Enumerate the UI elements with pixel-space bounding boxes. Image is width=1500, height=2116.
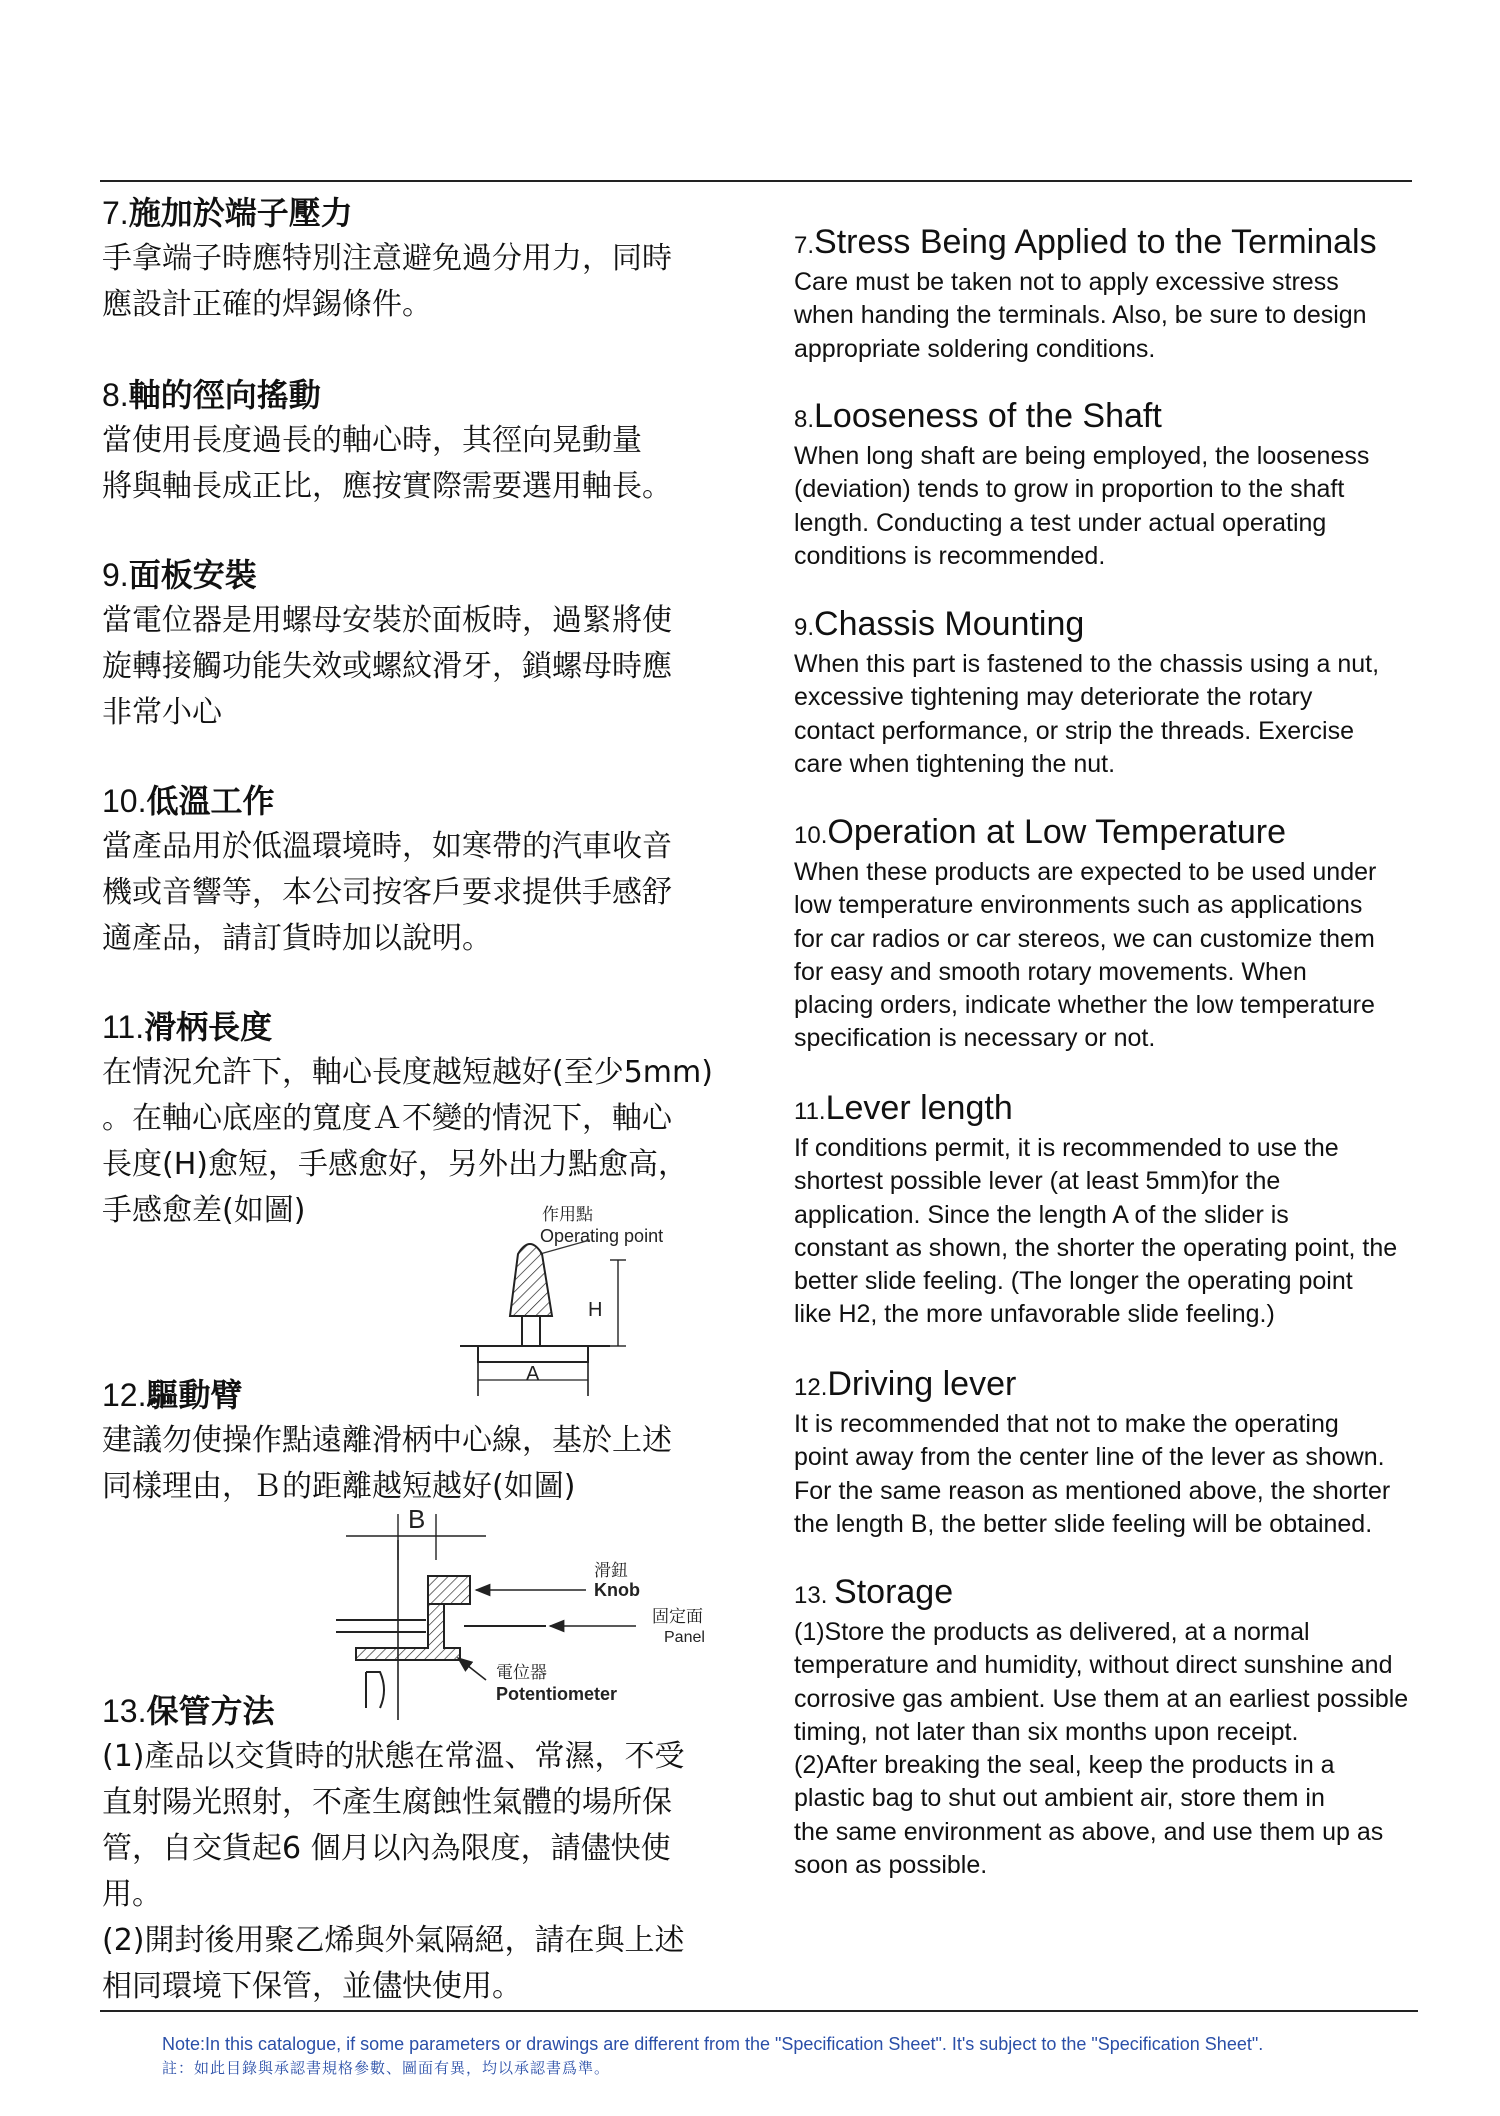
zh-section-9 xyxy=(102,552,742,736)
zh-body: 在情況允許下，軸心長度越短越好(至少5mm) 。在軸心底座的寬度Ａ不變的情況下，軸心 長度(H)愈短，手感愈好，另外出力點愈高， 手感愈差(如圖) xyxy=(102,1055,713,1228)
knob-label-zh: 滑鈕 xyxy=(594,1561,628,1581)
zh-body: 當產品用於低溫環境時，如寒帶的汽車收音 機或音響等，本公司按客戶要求提供手感舒 適產品，請訂貨時加以說明。 xyxy=(102,829,672,956)
lever-base xyxy=(478,1346,588,1362)
en-body: (1)Store the products as delivered, at a normal temperature and humidity, without direct sunshine and corrosive gas ambient. Use them at an earliest possible timing, not later than six months upon receipt. (2)After breaking the seal, keep the products in a plastic bag to shut out ambient air, store them in the same environment as above, and use them up as soon as possible. xyxy=(794,1618,1409,1880)
bottom-rule xyxy=(100,2010,1418,2012)
zh-heading: 13.保管方法 xyxy=(102,1692,275,1730)
en-body: Care must be taken not to apply excessive stress when handing the terminals. Also, be sure to design appropriate soldering conditions. xyxy=(794,268,1367,363)
footer-note-en: Note:In this catalogue, if some parameters or drawings are different from the "Specification Sheet". It's subject to the "Specification Sheet". xyxy=(162,2034,1264,2054)
pot-label-zh: 電位器 xyxy=(496,1663,547,1683)
en-section-11 xyxy=(794,1088,1484,1332)
en-body: If conditions permit, it is recommended to use the shortest possible lever (at least 5mm)for the application. Since the length A of the slider is constant as shown, the shorter the operating point, the better slide feeling. (The longer the operating point like H2, the more unfavorable slide feeling.) xyxy=(794,1134,1398,1329)
zh-heading: 11.滑柄長度 xyxy=(102,1008,273,1046)
dim-h-label: H xyxy=(588,1299,603,1321)
en-section-7 xyxy=(794,222,1484,366)
zh-heading: 9.面板安裝 xyxy=(102,556,257,594)
en-section-10 xyxy=(794,812,1484,1056)
zh-heading: 8.軸的徑向搖動 xyxy=(102,376,321,414)
zh-heading: 12.驅動臂 xyxy=(102,1376,243,1414)
footer-note-zh: 註：如此目錄與承認書規格參數、圖面有異，均以承認書爲準。 xyxy=(162,2059,611,2077)
zh-heading: 10.低溫工作 xyxy=(102,782,275,820)
en-body: It is recommended that not to make the operating point away from the center line of the lever as shown. For the same reason as mentioned above, the shorter the length B, the better slide feeling will be obtained. xyxy=(794,1410,1391,1538)
en-heading: 10.Operation at Low Temperature xyxy=(794,813,1287,851)
en-heading: 11.Lever length xyxy=(794,1089,1013,1127)
en-body: When this part is fastened to the chassis using a nut, excessive tightening may deteriorate the rotary contact performance, or strip the threads. Exercise care when tightening the nut. xyxy=(794,650,1380,778)
lever-knob xyxy=(510,1244,552,1316)
zh-section-8 xyxy=(102,372,742,510)
knob-label-en: Knob xyxy=(594,1580,640,1600)
en-heading: 7.Stress Being Applied to the Terminals xyxy=(794,223,1377,261)
en-section-12 xyxy=(794,1364,1484,1541)
zh-body: 當使用長度過長的軸心時，其徑向晃動量 將與軸長成正比，應按實際需要選用軸長。 xyxy=(102,423,672,504)
driving-lever-figure xyxy=(336,1500,716,1720)
zh-section-10 xyxy=(102,778,742,962)
lever-shaft xyxy=(522,1316,540,1346)
operating-point-label-en: Operating point xyxy=(540,1226,664,1246)
top-rule xyxy=(100,180,1412,182)
lever-length-figure xyxy=(440,1196,700,1396)
en-section-13 xyxy=(794,1572,1484,1882)
en-body: When these products are expected to be used under low temperature environments such as applications for car radios or car stereos, we can customize them for easy and smooth rotary movements. When placing orders, indicate whether the low temperature specification is necessary or not. xyxy=(794,858,1377,1053)
zh-section-7 xyxy=(102,190,742,328)
panel-label-zh: 固定面 xyxy=(652,1607,703,1627)
zh-body: 當電位器是用螺母安裝於面板時，過緊將使 旋轉接觸功能失效或螺紋滑牙，鎖螺母時應 非常小心 xyxy=(102,603,672,730)
pot-label-en: Potentiometer xyxy=(496,1684,618,1704)
footer-note xyxy=(162,2032,1263,2080)
en-section-8 xyxy=(794,396,1484,573)
en-heading: 9.Chassis Mounting xyxy=(794,605,1085,643)
zh-body: 手拿端子時應特別注意避免過分用力，同時 應設計正確的焊錫條件。 xyxy=(102,241,672,322)
zh-body: 建議勿使操作點遠離滑柄中心線，基於上述 同樣理由，Ｂ的距離越短越好(如圖) xyxy=(102,1423,672,1504)
zh-body: (1)產品以交貨時的狀態在常溫、常濕，不受 直射陽光照射，不產生腐蝕性氣體的場所保 管，自交貨起6 個月以內為限度，請儘快使 用。 (2)開封後用聚乙烯與外氣隔絕，請在與上述 相同環境下保管，並儘快使用。 xyxy=(102,1739,685,2004)
knob xyxy=(428,1576,470,1604)
operating-point-label-zh: 作用點 xyxy=(542,1205,593,1225)
dim-a-label: A xyxy=(526,1363,540,1385)
pot-body xyxy=(366,1672,384,1708)
en-heading: 8.Looseness of the Shaft xyxy=(794,397,1162,435)
dim-b-label: B xyxy=(408,1504,426,1534)
zh-heading: 7.施加於端子壓力 xyxy=(102,194,353,232)
en-section-9 xyxy=(794,604,1484,781)
en-heading: 12.Driving lever xyxy=(794,1365,1017,1403)
panel-label-en: Panel xyxy=(664,1629,705,1646)
pot-arrow xyxy=(458,1658,486,1680)
en-heading: 13. Storage xyxy=(794,1573,954,1611)
zh-section-13 xyxy=(102,1688,742,2010)
en-body: When long shaft are being employed, the looseness (deviation) tends to grow in proportion to the shaft length. Conducting a test under actual operating conditions is recommended. xyxy=(794,442,1370,570)
